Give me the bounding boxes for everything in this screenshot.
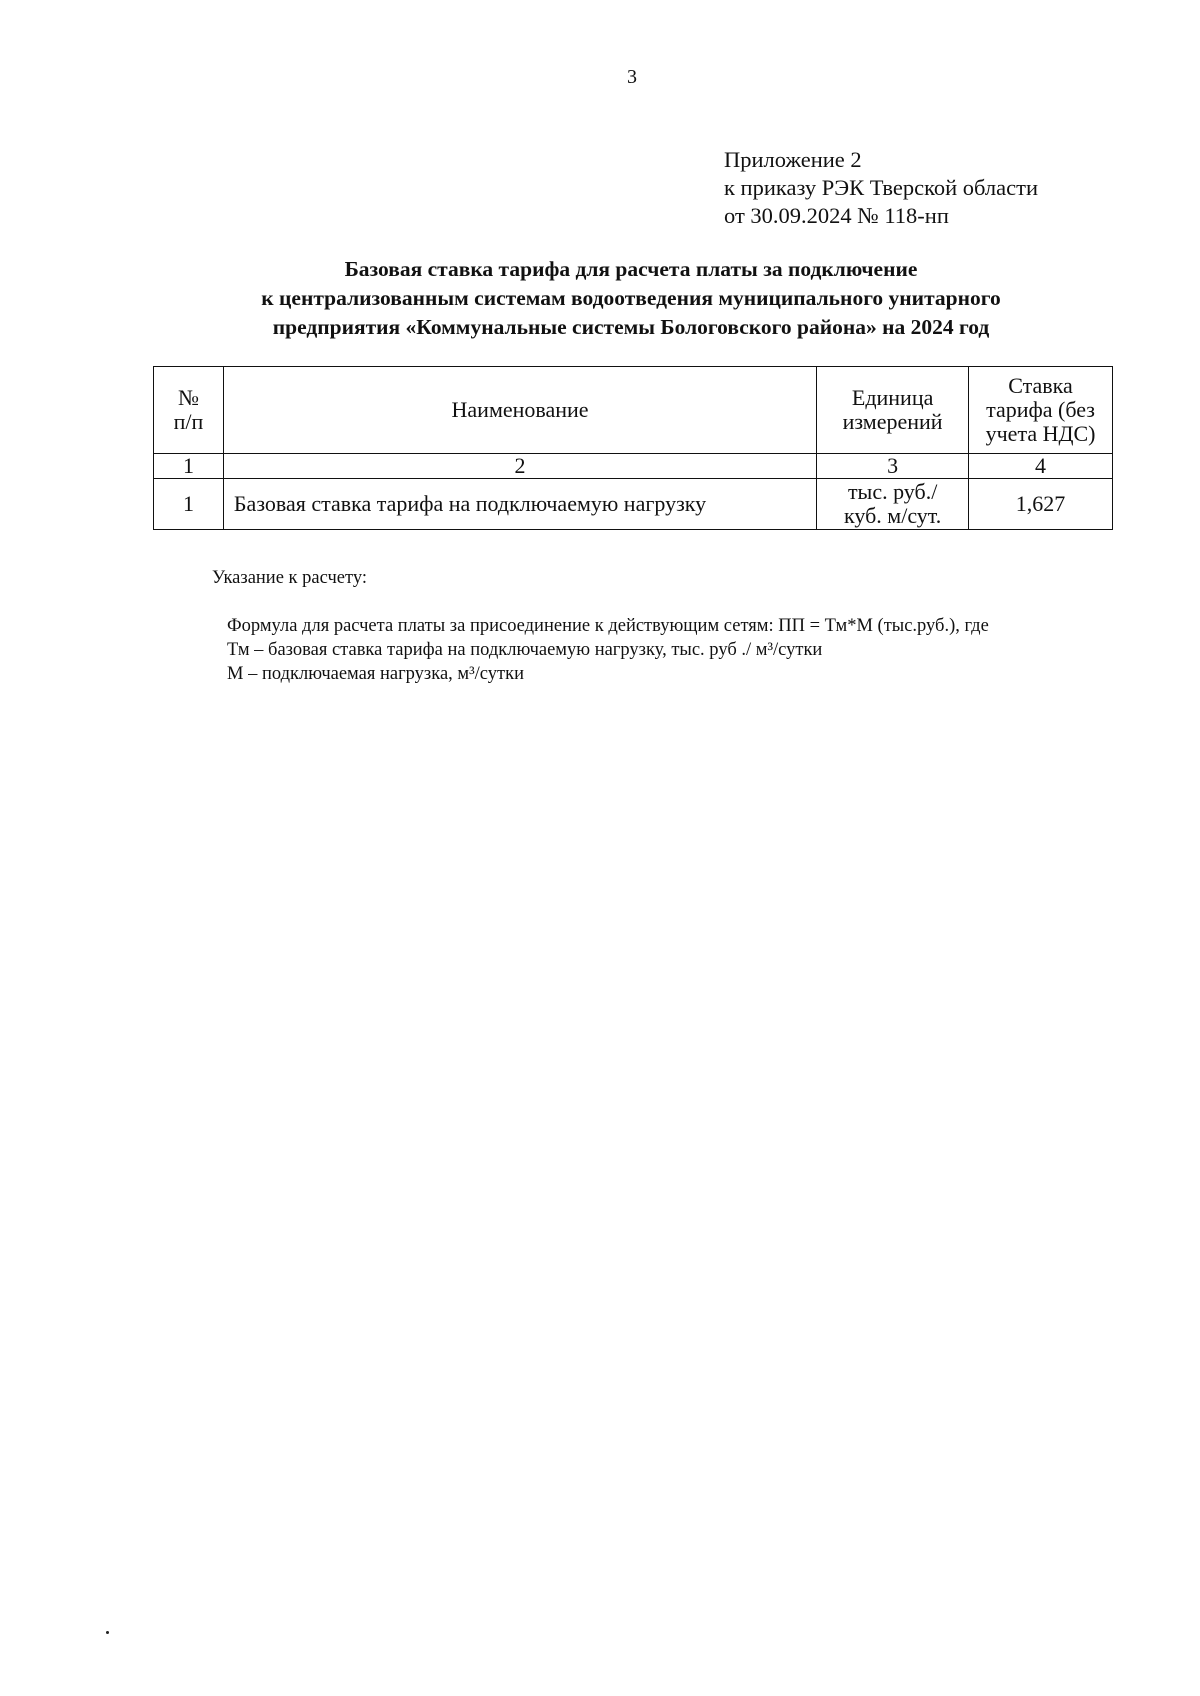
appendix-line-1: Приложение 2: [724, 147, 862, 172]
row-unit: [817, 479, 969, 530]
row-name: Базовая ставка тарифа на подключаемую нагрузку: [223, 479, 816, 530]
calculation-note-label: Указание к расчету:: [212, 568, 367, 588]
row-rate: 1,627: [969, 479, 1113, 530]
header-unit: [817, 367, 969, 454]
document-title-line-3: предприятия «Коммунальные системы Бологовского района» на 2024 год: [272, 315, 990, 339]
header-name: Наименование: [223, 367, 816, 454]
scan-speck: [106, 1631, 109, 1634]
header-rate: [969, 367, 1113, 454]
row-unit-line-2: куб. м/сут.: [844, 503, 942, 528]
table-column-numbers-row: [154, 454, 1113, 479]
document-title: [150, 255, 1112, 342]
column-number-3: 3: [817, 454, 969, 479]
page-number: 3: [627, 66, 637, 88]
m-definition: М – подключаемая нагрузка, м³/сутки: [227, 664, 524, 684]
appendix-header: [724, 146, 1038, 230]
header-rate-line-3: учета НДС): [985, 421, 1096, 446]
document-title-line-1: Базовая ставка тарифа для расчета платы за подключение: [344, 257, 918, 281]
header-rate-line-2: тарифа (без: [986, 397, 1095, 422]
header-unit-line-2: измерений: [842, 409, 943, 434]
formula-line: Формула для расчета платы за присоединение к действующим сетям: ПП = Тм*М (тыс.руб.), где: [227, 616, 989, 636]
appendix-line-2: к приказу РЭК Тверской области: [724, 175, 1039, 200]
header-number-line-1: №: [177, 385, 199, 410]
header-number: [154, 367, 224, 454]
column-number-2: 2: [223, 454, 816, 479]
row-number: 1: [154, 479, 224, 530]
document-title-line-2: к централизованным системам водоотведения муниципального унитарного: [261, 286, 1001, 310]
formula-block: [227, 614, 989, 686]
appendix-line-3: от 30.09.2024 № 118-нп: [724, 203, 949, 228]
table-header-row: [154, 367, 1113, 454]
header-rate-line-1: Ставка: [1008, 373, 1073, 398]
header-unit-line-1: Единица: [851, 385, 934, 410]
tariff-table: [153, 366, 1113, 530]
column-number-1: 1: [154, 454, 224, 479]
header-number-line-2: п/п: [173, 409, 204, 434]
column-number-4: 4: [969, 454, 1113, 479]
row-unit-line-1: тыс. руб./: [847, 479, 938, 504]
tm-definition: Тм – базовая ставка тарифа на подключаемую нагрузку, тыс. руб ./ м³/сутки: [227, 640, 823, 660]
table-row: [154, 479, 1113, 530]
